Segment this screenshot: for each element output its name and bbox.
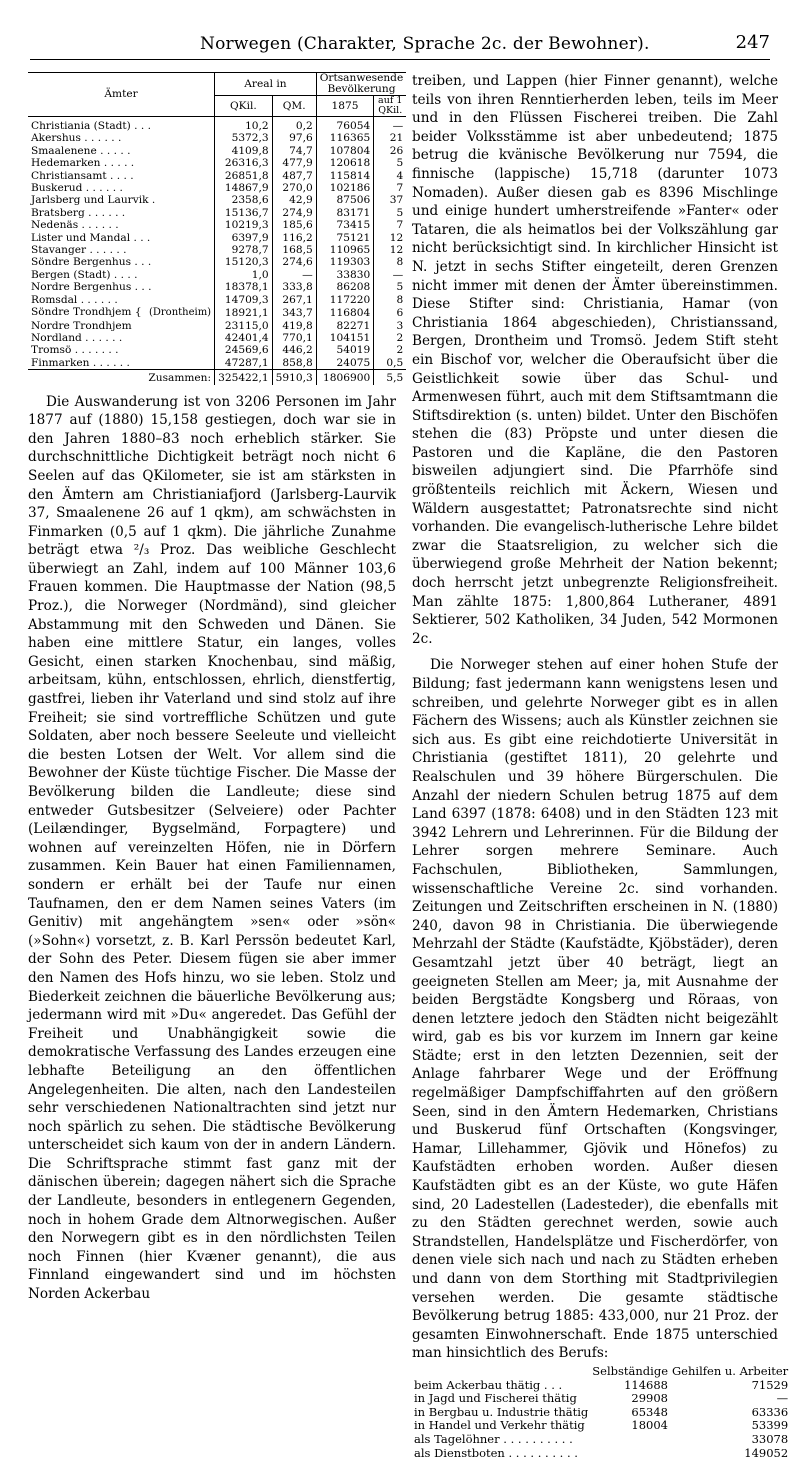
col-head-qm: QM. xyxy=(272,96,316,117)
beruf-label: als Dienstboten . . . . . . . . . . xyxy=(414,1445,578,1460)
population: 73415 xyxy=(316,219,374,231)
area-qm: 487,7 xyxy=(272,170,316,182)
density: 12 xyxy=(374,232,407,244)
area-qm: 770,1 xyxy=(272,332,316,344)
table-row xyxy=(28,357,406,370)
table-row xyxy=(28,232,406,244)
table-row xyxy=(28,219,406,231)
beruf-head-blank xyxy=(412,1365,590,1379)
amter-name xyxy=(28,170,215,182)
leader-dots: . . . . . . xyxy=(81,331,123,344)
beruf-self: 18004 xyxy=(631,1418,668,1433)
leader-dots: . . . . . . xyxy=(84,206,126,219)
area-qm: 74,7 xyxy=(272,145,316,157)
table-row xyxy=(28,320,406,332)
density: 37 xyxy=(374,194,407,206)
col-head-density: auf 1 QKil. xyxy=(374,96,407,117)
sum-row xyxy=(28,370,406,385)
area-qkil: 4109,8 xyxy=(215,145,273,157)
amter-name-text: Nedenäs xyxy=(31,219,79,232)
amter-name-text: Buskerud xyxy=(31,182,83,195)
amter-name-text: Bergen (Stadt) xyxy=(31,268,111,281)
beruf-label: als Tagelöhner . . . . . . . . . . xyxy=(414,1431,573,1446)
beruf-self: 29908 xyxy=(631,1391,668,1406)
table-row xyxy=(28,157,406,169)
table-row xyxy=(412,1433,790,1447)
beruf-table xyxy=(412,1365,790,1460)
leader-dots: . . . . . xyxy=(96,144,131,157)
area-qkil: 18378,1 xyxy=(215,281,273,293)
amter-name xyxy=(28,269,215,281)
amter-name-text: Lister und Mandal xyxy=(31,231,131,244)
table-row xyxy=(412,1419,790,1433)
amter-name-text: Stavanger xyxy=(31,244,87,257)
population: 82271 xyxy=(316,320,374,332)
page-number: 247 xyxy=(735,32,770,53)
area-qkil: 42401,4 xyxy=(215,332,273,344)
col-head-year: 1875 xyxy=(316,96,374,117)
table-row xyxy=(28,344,406,356)
density: 5 xyxy=(374,281,407,293)
amter-name xyxy=(28,207,215,219)
amter-name-text: Akershus xyxy=(31,132,81,145)
area-qkil: 18921,1 xyxy=(215,306,273,319)
density: 8 xyxy=(374,294,407,306)
area-qm: 858,8 xyxy=(272,357,316,370)
amter-name-text: Tromsö xyxy=(31,344,72,357)
area-qm: 343,7 xyxy=(272,306,316,319)
table-row xyxy=(28,117,406,133)
density: 5 xyxy=(374,157,407,169)
table-row xyxy=(28,281,406,293)
beruf-label: in Bergbau u. Industrie thätig xyxy=(414,1404,589,1419)
amter-name xyxy=(28,157,215,169)
amter-name xyxy=(28,244,215,256)
beruf-self: 114688 xyxy=(624,1377,668,1392)
area-qkil: 14867,9 xyxy=(215,182,273,194)
beruf-help: 53399 xyxy=(751,1418,789,1433)
area-qkil: 1,0 xyxy=(215,269,273,281)
area-qm: 477,9 xyxy=(272,157,316,169)
beruf-help: 63336 xyxy=(751,1404,789,1419)
leader-dots: . . . xyxy=(131,256,152,269)
population: 86208 xyxy=(316,281,374,293)
table-row xyxy=(28,306,406,319)
amter-name xyxy=(28,294,215,306)
density: 3 xyxy=(374,320,407,332)
leader-dots: . . . . . . xyxy=(80,132,122,145)
beruf-head-help: Gehilfen u. Arbeiter xyxy=(672,1363,789,1378)
beruf-help: 149052 xyxy=(744,1445,789,1460)
amter-name-text: Söndre Trondhjem xyxy=(31,306,132,319)
leader-dots: . . . . xyxy=(110,268,138,281)
leader-dots: . . . xyxy=(131,281,152,294)
density: 12 xyxy=(374,244,407,256)
population: 87506 xyxy=(316,194,374,206)
area-qkil: 26316,3 xyxy=(215,157,273,169)
area-qkil: 23115,0 xyxy=(215,320,273,332)
density: 5 xyxy=(374,207,407,219)
table-row xyxy=(28,244,406,256)
density: 26 xyxy=(374,145,407,157)
amter-name-text: Smaalenene xyxy=(31,144,97,157)
paragraph: Die Auswanderung ist von 3206 Personen im Jahr 1877 auf (1880) 15,158 gestiegen, doch war sie in den Jahren 1880–83 noch erheblich stärker. Sie durchschnittliche Dichtigkeit beträgt noch nicht 6 Seelen auf das QKilometer, sie ist am stärksten in den Ämtern am Christianiafjord (Jarlsberg-Laurvik 37, Smaalenene 26 auf 1 qkm), am schwächsten in Finmarken (0,5 auf 1 qkm). Die jährliche Zunahme beträgt etwa ²/₃ Proz. Das weibliche Geschlecht überwiegt an Zahl, indem auf 100 Männer 103,6 Frauen kommen. Die Hauptmasse der Nation (98,5 Proz.), die Norweger (Nordmänd), sind gleicher Abstammung mit den Schweden und Dänen. Sie haben eine mittlere Statur, ein langes, volles Gesicht, einen starken Knochenbau, sind mäßig, arbeitsam, kühn, entschlossen, ehrlich, dienstfertig, gastfrei, lieben ihr Vaterland und sind stolz auf ihre Freiheit; sie sind vortreffliche Schützen und gute Soldaten, aber noch bessere Seeleute und vielleicht die besten Lotsen der Welt. Vor allem sind die Bewohner der Küste tüchtige Fischer. Die Masse der Bevölkerung bilden die Landleute; diese sind entweder Gutsbesitzer (Selveiere) oder Pachter (Leilændinger, Bygselmänd, Forpagtere) und wohnen auf vereinzelten Höfen, nie in Dörfern zusammen. Kein Bauer hat einen Familiennamen, sondern er erhält bei der Taufe nur einen Taufnamen, den er dem Namen seines Vaters (im Genitiv) mit angehängtem »sen« oder »sön« (»Sohn«) vorsetzt, z. B. Karl Perssön bedeutet Karl, der Sohn des Peter. Diesem fügen sie aber immer den Namen des Hofs hinzu, wo sie leben. Stolz und Biederkeit zeichnen die bäuerliche Bevölkerung aus; jedermann wird mit »Du« angeredet. Das Gefühl der Freiheit und Unabhängigkeit sowie die demokratische Verfassung des Landes erzeugen eine lebhafte Beteiligung an den öffentlichen Angelegenheiten. Die alten, nach den Landesteilen sehr verschiedenen Nationaltrachten sind jetzt nur noch spärlich zu sehen. Die städtische Bevölkerung unterscheidet sich kaum von der in andern Ländern. Die Schriftsprache stimmt fast ganz mit der dänischen überein; dagegen nähert sich die Sprache der Landleute, besonders in entlegenern Gegenden, noch in hohem Grade dem Altnorwegischen. Außer den Norwegern gibt es in den nördlichsten Teilen noch Finnen (hier Kvæner genannt), die aus Finnland eingewandert sind und im höchsten Norden Ackerbau xyxy=(28,393,396,1303)
population: 116804 xyxy=(316,306,374,319)
amter-name xyxy=(28,344,215,356)
beruf-help: 33078 xyxy=(751,1431,789,1446)
amter-name-text: Romsdal xyxy=(31,293,78,306)
table-row xyxy=(28,294,406,306)
beruf-self: 65348 xyxy=(631,1404,668,1419)
area-qm: 270,0 xyxy=(272,182,316,194)
area-qm: 42,9 xyxy=(272,194,316,206)
leader-dots: . . . . . xyxy=(100,157,135,170)
table-row xyxy=(28,194,406,206)
col-head-amter: Ämter xyxy=(28,73,215,117)
brace-label: (Drontheim) xyxy=(148,307,212,319)
area-qkil: 24569,6 xyxy=(215,344,273,356)
beruf-help: — xyxy=(776,1391,789,1406)
area-qm: — xyxy=(272,269,316,281)
area-qkil: 26851,8 xyxy=(215,170,273,182)
area-qm: 116,2 xyxy=(272,232,316,244)
amter-name xyxy=(28,194,215,206)
density: 4 xyxy=(374,170,407,182)
table-row xyxy=(412,1447,790,1460)
amter-name-text: Nordre Trondhjem xyxy=(31,319,132,332)
density: 6 xyxy=(374,306,407,319)
col-head-areal: Areal in xyxy=(215,73,317,96)
density: 8 xyxy=(374,256,407,268)
area-qm: 0,2 xyxy=(272,117,316,133)
area-qm: 185,6 xyxy=(272,219,316,231)
leader-dots: . . . . . . . xyxy=(71,344,119,357)
area-qm: 333,8 xyxy=(272,281,316,293)
amter-name xyxy=(28,256,215,268)
area-qm: 267,1 xyxy=(272,294,316,306)
paragraph: treiben, und Lappen (hier Finner genannt), welche teils von ihren Renntierherden leben, teils im Meer und in den Flüssen Fischerei treiben. Die Zahl beider Volksstämme ist aber unbedeutend; 1875 betrug die kvänische Bevölkerung nur 7594, die finnische (lappische) 15,718 (darunter 1073 Nomaden). Außer diesen gab es 8396 Mischlinge und einige hundert umherstreifende »Fanter« oder Tataren, die als heimatlos bei der Volkszählung gar nicht berücksichtigt sind. In kirchlicher Hinsicht ist N. jetzt in sechs Stifter eingeteilt, deren Grenzen nicht immer mit denen der Ämter übereinstimmen. Diese Stifter sind: Christiania, Hamar (von Christiania 1864 abgeschieden), Christianssand, Bergen, Drontheim und Tromsö. Jedem Stift steht ein Bischof vor, welcher die Oberaufsicht über die Geistlichkeit sowie über das Schul- und Armenwesen führt, auch mit dem Stiftsamtmann die Stiftsdirektion (s. unten) bildet. Unter den Bischöfen stehen die (83) Pröpste und unter diesen die Pastoren und die Kapläne, die den Pastoren bisweilen adjungiert sind. Die Pfarrhöfe sind größtenteils reichlich mit Äckern, Wiesen und Wäldern ausgestattet; Patronatsrechte sind nicht vorhanden. Die evangelisch-lutherische Lehre bildet zwar die Staatsreligion, zu welcher sich die überwiegend große Mehrheit der Nation bekennt; doch herrscht jetzt unbegrenzte Religionsfreiheit. Man zählte 1875: 1,800,864 Lutheraner, 4891 Sektierer, 502 Katholiken, 34 Juden, 542 Mormonen 2c. xyxy=(412,73,778,647)
area-qm: 274,6 xyxy=(272,256,316,268)
area-qkil: 15120,3 xyxy=(215,256,273,268)
col-head-population: Ortsanwesende Bevölkerung xyxy=(316,73,406,96)
leader-dots: . . . xyxy=(130,231,151,244)
population: 119303 xyxy=(316,256,374,268)
amter-name-text: Nordre Bergenhus xyxy=(31,281,132,294)
amter-name xyxy=(28,145,215,157)
right-column xyxy=(412,72,789,1460)
population: 120618 xyxy=(316,157,374,169)
amter-name xyxy=(28,232,215,244)
amter-name-text: Söndre Bergenhus xyxy=(31,256,132,269)
density: 0,5 xyxy=(374,357,407,370)
amter-name-text: Jarlsberg und Laurvik xyxy=(31,194,149,207)
sum-label: Zusammen: xyxy=(28,370,215,385)
area-qm: 97,6 xyxy=(272,132,316,144)
population: 107804 xyxy=(316,145,374,157)
sum-qkil: 325422,1 xyxy=(215,370,273,385)
amter-name-text: Nordland xyxy=(31,331,82,344)
header-rule xyxy=(30,59,770,60)
table-row xyxy=(412,1392,790,1406)
density: 2 xyxy=(374,332,407,344)
amter-name-text: Bratsberg xyxy=(31,206,85,219)
area-qkil: 15136,7 xyxy=(215,207,273,219)
leader-dots: . . . . . . xyxy=(82,182,123,195)
amter-name xyxy=(28,219,215,231)
col-head-qkil: QKil. xyxy=(215,96,273,117)
area-qkil: 47287,1 xyxy=(215,357,273,370)
area-qkil: 6397,9 xyxy=(215,232,273,244)
amter-name-text: Finmarken xyxy=(31,356,90,369)
sum-qm: 5910,3 xyxy=(272,370,316,385)
paragraph: Die Norweger stehen auf einer hohen Stufe der Bildung; fast jedermann kann wenigstens lesen und schreiben, und gelehrte Norweger gibt es in allen Fächern des Wissens; auch als Künstler zeichnen sie sich aus. Es gibt eine reichdotierte Universität in Christiania (gestiftet 1811), 20 gelehrte und Realschulen und 39 höhere Bürgerschulen. Die Anzahl der niedern Schulen betrug 1875 auf dem Land 6397 (1878: 6408) und in den Städten 123 mit 3942 Lehrern und Lehrerinnen. Für die Bildung der Lehrer sorgen mehrere Seminare. Auch Fachschulen, Bibliotheken, Sammlungen, wissenschaftliche Vereine 2c. sind vorhanden. Zeitungen und Zeitschriften erscheinen in N. (1880) 240, davon 98 in Christiania. Die überwiegende Mehrzahl der Städte (Kaufstädte, Kjöbstäder), deren Gesamtzahl jetzt über 40 beträgt, liegt an geeigneten Stellen am Meer; ja, mit Ausnahme der beiden Bergstädte Kongsberg und Röraas, von denen letztere jedoch den Städten nicht beigezählt wird, gab es bis vor kurzem im Innern gar keine Städte; erst in den letzten Dezennien, seit der Anlage fahrbarer Wege und der Eröffnung regelmäßiger Dampfschiffahrten auf den größern Seen, sind in den Ämtern Hedemarken, Christians und Buskerud fünf Ortschaften (Kongsvinger, Hamar, Lillehammer, Gjövik und Hönefos) zu Kaufstädten erhoben worden. Außer diesen Kaufstädten gibt es an der Küste, wo gute Häfen sind, 20 Ladestellen (Ladesteder), die ebenfalls mit zu den Städten gerechnet werden, sowie auch Strandstellen, Handelsplätze und Fischerdörfer, von denen viele sich nach und nach zu Städten erheben und dann von dem Storthing mit Stadtprivilegien versehen werden. Die gesamte städtische Bevölkerung betrug 1885: 433,000, nur 21 Proz. der gesamten Einwohnerschaft. Ende 1875 unterschied man hinsichtlich des Berufs: xyxy=(412,657,778,1362)
amter-name xyxy=(28,182,215,194)
leader-dots: . . . . xyxy=(106,169,134,182)
table-row xyxy=(412,1379,790,1393)
population: 33830 xyxy=(316,269,374,281)
amter-name xyxy=(28,332,215,344)
beruf-head-self: Selbständige xyxy=(592,1363,668,1378)
amter-name xyxy=(28,117,215,133)
beruf-label: in Handel und Verkehr thätig xyxy=(414,1418,585,1433)
population: 54019 xyxy=(316,344,374,356)
sum-population: 1806900 xyxy=(316,370,374,385)
area-qkil: 10219,3 xyxy=(215,219,273,231)
leader-dots: . . . . . . xyxy=(77,293,118,306)
density: — xyxy=(374,269,407,281)
amter-table xyxy=(28,72,406,385)
area-qm: 419,8 xyxy=(272,320,316,332)
running-title: Norwegen (Charakter, Sprache 2c. der Bewohner). xyxy=(200,34,650,54)
population: 117220 xyxy=(316,294,374,306)
area-qkil: 14709,3 xyxy=(215,294,273,306)
leader-dots: . . . . . . xyxy=(89,356,130,369)
amter-name xyxy=(28,132,215,144)
density: 21 xyxy=(374,132,407,144)
table-row xyxy=(28,170,406,182)
sum-density: 5,5 xyxy=(374,370,407,385)
leader-dots: . . . xyxy=(130,120,152,132)
area-qkil: 5372,3 xyxy=(215,132,273,144)
left-column xyxy=(28,72,404,1304)
area-qkil: 10,2 xyxy=(215,117,273,133)
table-row xyxy=(28,207,406,219)
population: 76054 xyxy=(316,117,374,133)
table-row xyxy=(28,256,406,268)
population: 75121 xyxy=(316,232,374,244)
beruf-label: in Jagd und Fischerei thätig xyxy=(414,1391,577,1406)
amter-name-text: Hedemarken xyxy=(31,157,101,170)
beruf-label: beim Ackerbau thätig . . . xyxy=(414,1377,563,1392)
population: 115814 xyxy=(316,170,374,182)
table-row xyxy=(28,182,406,194)
amter-name: Söndre Trondhjem { (Drontheim) xyxy=(31,306,212,319)
population: 102186 xyxy=(316,182,374,194)
area-qm: 446,2 xyxy=(272,344,316,356)
leader-dots: . xyxy=(148,194,156,207)
amter-name xyxy=(28,320,215,332)
leader-dots: . . . . . . xyxy=(86,244,127,257)
table-row xyxy=(28,145,406,157)
population: 24075 xyxy=(316,357,374,370)
population: 83171 xyxy=(316,207,374,219)
population: 116365 xyxy=(316,132,374,144)
page-header xyxy=(30,32,770,60)
table-row xyxy=(28,269,406,281)
beruf-self xyxy=(590,1447,670,1460)
density: 7 xyxy=(374,219,407,231)
area-qkil: 9278,7 xyxy=(215,244,273,256)
amter-name-text: Christiansamt xyxy=(31,169,107,182)
leader-dots: . . . . . . xyxy=(78,219,119,232)
table-row xyxy=(28,132,406,144)
amter-name-text: Christiania (Stadt) xyxy=(31,120,131,132)
amter-name xyxy=(28,281,215,293)
population: 110965 xyxy=(316,244,374,256)
beruf-help: 71529 xyxy=(751,1377,789,1392)
area-qm: 274,9 xyxy=(272,207,316,219)
density: — xyxy=(374,117,407,133)
density: 2 xyxy=(374,344,407,356)
beruf-self xyxy=(590,1433,670,1447)
population: 104151 xyxy=(316,332,374,344)
amter-name xyxy=(28,357,215,370)
density: 7 xyxy=(374,182,407,194)
table-row xyxy=(28,332,406,344)
table-row xyxy=(412,1406,790,1420)
area-qm: 168,5 xyxy=(272,244,316,256)
area-qkil: 2358,6 xyxy=(215,194,273,206)
